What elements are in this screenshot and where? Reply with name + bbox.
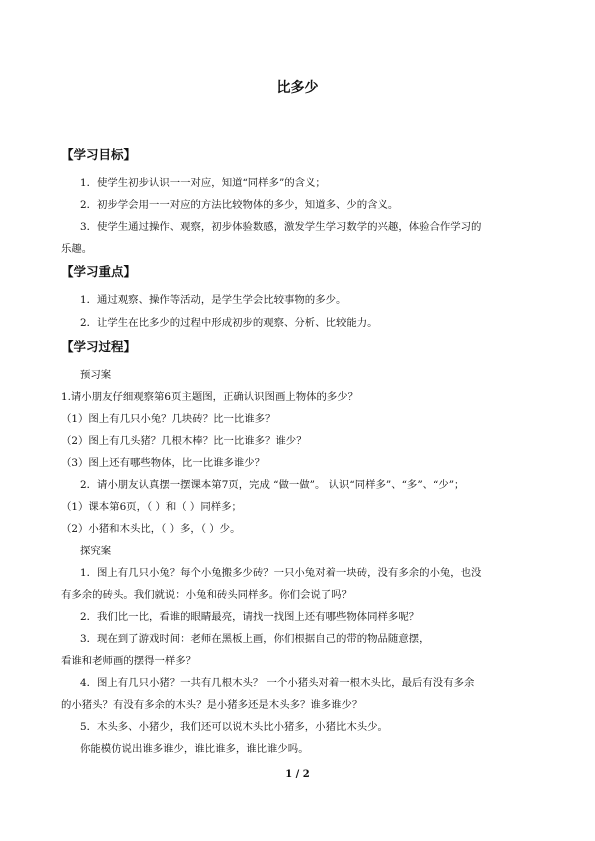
goal-item: 3．使学生通过操作、观察，初步体验数感，激发学生学习数学的兴趣，体验合作学习的 [80, 221, 482, 233]
process-line: 有多余的砖头。我们就说：小兔和砖头同样多。你们会说了吗？ [61, 589, 352, 601]
process-line: （1）图上有几只小兔？几块砖？比一比谁多？ [61, 413, 276, 425]
focus-item: 1．通过观察、操作等活动，是学生学会比较事物的多少。 [80, 294, 347, 306]
subheading-explore: 探究案 [80, 545, 112, 557]
goal-item-continuation: 乐趣。 [61, 243, 93, 255]
page-title: 比多少 [276, 80, 319, 96]
process-line: 4．图上有几只小猪？一共有几根木头？ 一个小猪头对着一根木头比，最后有没有多余 [80, 677, 475, 689]
process-line: 的小猪头？有没有多余的木头？是小猪多还是木头多？谁多谁少？ [61, 699, 363, 711]
process-line: （2）小猪和木头比，（ ）多，（ ）少。 [61, 523, 241, 535]
goal-item: 2．初步学会用一一对应的方法比较物体的多少，知道多、少的含义。 [80, 199, 399, 211]
section-heading-goals: 【学习目标】 [61, 147, 137, 162]
page-number: 1 / 2 [285, 769, 310, 780]
process-line: 1.请小朋友仔细观察第6页主题图，正确认识图画上物体的多少？ [61, 391, 359, 403]
process-line: 3．现在到了游戏时间：老师在黑板上画，你们根据自己的带的物品随意摆， [80, 633, 430, 645]
goal-item: 1．使学生初步认识一一对应，知道“同样多”的含义； [80, 177, 326, 189]
process-line: 看谁和老师画的摆得一样多？ [61, 655, 197, 667]
process-line: 2．请小朋友认真摆一摆课本第7页，完成 “做一做”。 认识“同样多”、“多”、“少”； [80, 479, 465, 491]
process-line: （3）图上还有哪些物体，比一比谁多谁少？ [61, 457, 266, 469]
process-line: 2．我们比一比，看谁的眼睛最亮，请找一找图上还有哪些物体同样多呢？ [80, 611, 420, 623]
process-line: 5．木头多、小猪少，我们还可以说木头比小猪多，小猪比木头少。 [80, 721, 388, 733]
subheading-preview: 预习案 [80, 369, 112, 381]
process-line: （1）课本第6页，（ ）和（ ）同样多； [61, 501, 242, 513]
process-line: 1．图上有几只小兔？每个小兔搬多少砖？一只小兔对着一块砖，没有多余的小兔，也没 [80, 567, 482, 579]
process-line: （2）图上有几头猪？几根木棒？比一比谁多？谁少？ [61, 435, 307, 447]
process-line: 你能模仿说出谁多谁少，谁比谁多，谁比谁少吗。 [80, 743, 309, 755]
section-heading-process: 【学习过程】 [61, 339, 137, 354]
section-heading-focus: 【学习重点】 [61, 264, 137, 279]
focus-item: 2．让学生在比多少的过程中形成初步的观察、分析、比较能力。 [80, 317, 378, 329]
